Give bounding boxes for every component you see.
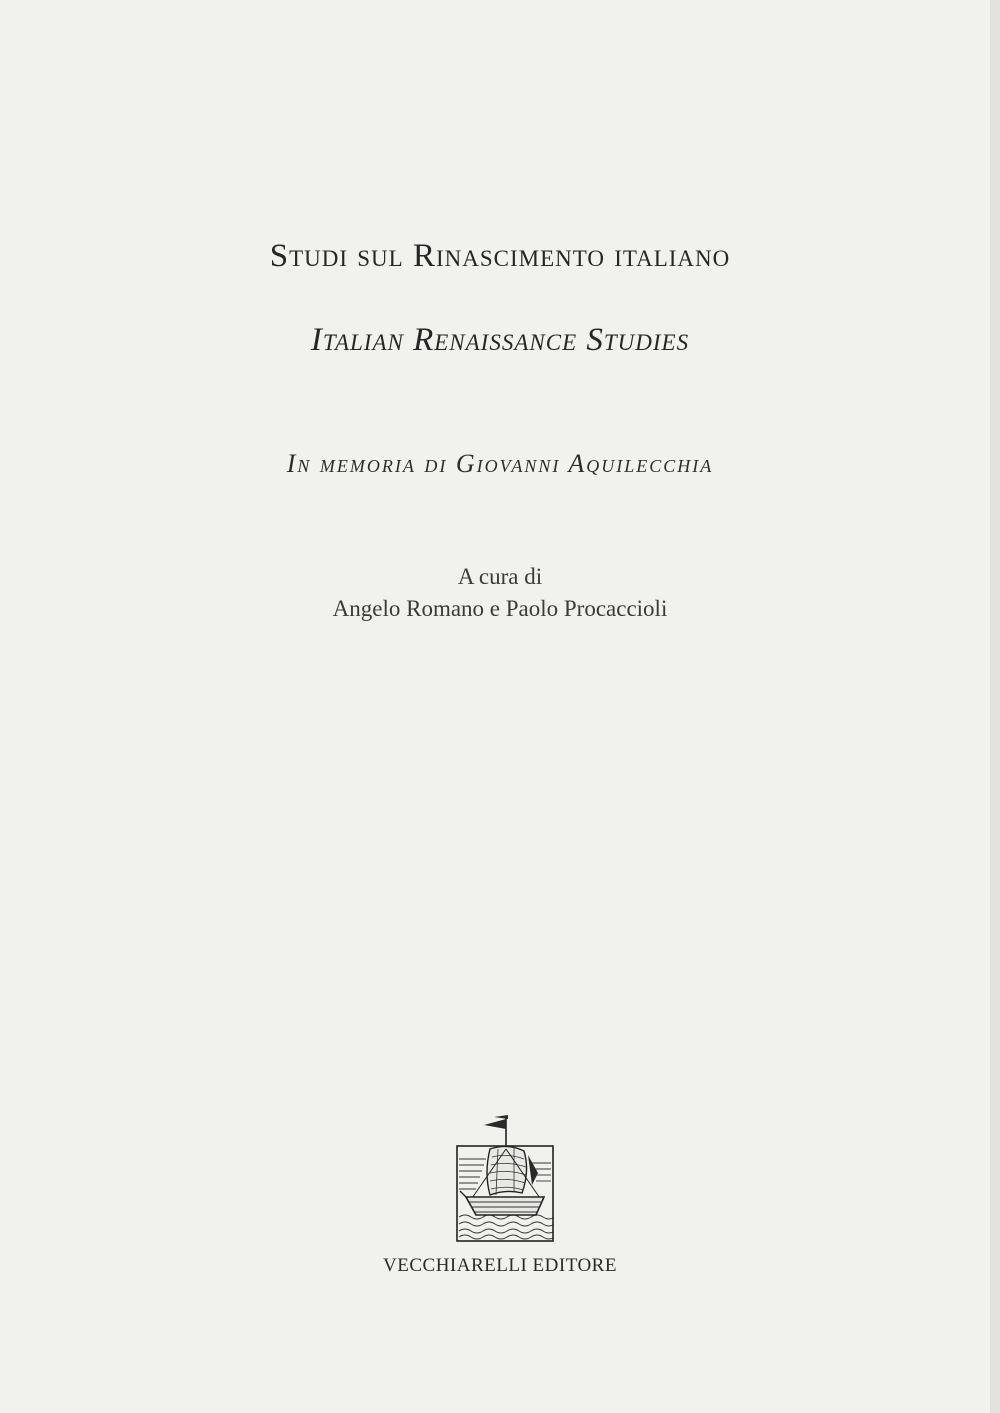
ship-emblem-icon bbox=[456, 1113, 554, 1243]
editors-label: A cura di bbox=[457, 564, 543, 589]
title-italian: Studi sul Rinascimento italiano bbox=[269, 238, 731, 274]
spine-edge bbox=[990, 0, 1000, 1413]
editors-names: Angelo Romano e Paolo Procaccioli bbox=[332, 596, 668, 621]
dedication: In memoria di Giovanni Aquilecchia bbox=[286, 449, 714, 478]
title-english: Italian Renaissance Studies bbox=[310, 322, 690, 358]
publisher-name: VECCHIARELLI EDITORE bbox=[383, 1255, 617, 1276]
